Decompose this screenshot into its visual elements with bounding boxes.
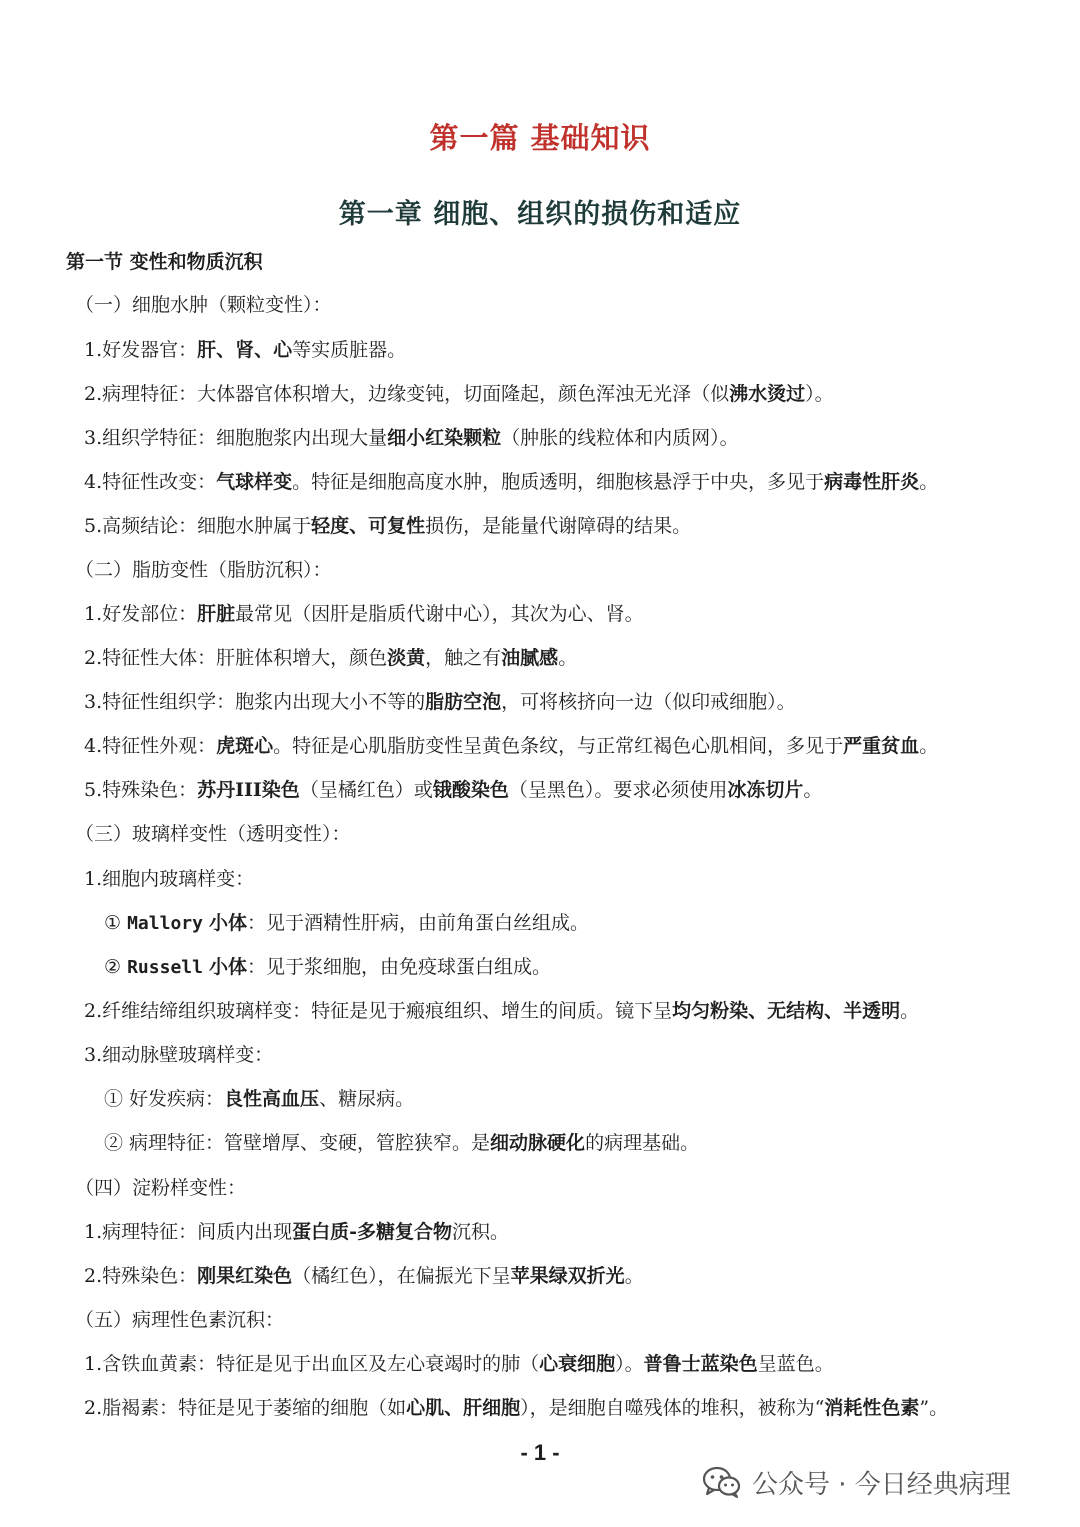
subsection-heading: （四）淀粉样变性：	[75, 1177, 247, 1199]
list-item: 2.脂褐素：特征是见于萎缩的细胞（如心肌、肝细胞），是细胞自噬残体的堆积，被称为“消耗性色素”。	[84, 1397, 949, 1419]
list-item: 5.特殊染色：苏丹III染色（呈橘红色）或锇酸染色（呈黑色）。要求必须使用冰冻切片。	[84, 779, 823, 801]
list-item: 2.特殊染色：刚果红染色（橘红色），在偏振光下呈苹果绿双折光。	[84, 1265, 644, 1287]
list-item: 2.纤维结缔组织玻璃样变：特征是见于瘢痕组织、增生的间质。镜下呈均匀粉染、无结构、半透明。	[84, 1000, 920, 1022]
list-item: 4.特征性外观：虎斑心。特征是心肌脂肪变性呈黄色条纹，与正常红褐色心肌相间，多见于严重贫血。	[84, 735, 939, 757]
list-item: 4.特征性改变：气球样变。特征是细胞高度水肿，胞质透明，细胞核悬浮于中央，多见于病毒性肝炎。	[84, 471, 939, 493]
subsection-heading: （二）脂肪变性（脂肪沉积）：	[75, 559, 332, 581]
list-item: 1.含铁血黄素：特征是见于出血区及左心衰竭时的肺（心衰细胞）。普鲁士蓝染色呈蓝色。	[84, 1353, 834, 1375]
watermark	[702, 1462, 1011, 1502]
subsection-heading: （三）玻璃样变性（透明变性）：	[75, 823, 351, 845]
list-item: 3.组织学特征：细胞胞浆内出现大量细小红染颗粒（肿胀的线粒体和内质网）。	[84, 427, 739, 449]
sub-list-item: ① 好发疾病：良性高血压、糖尿病。	[104, 1088, 415, 1110]
list-item: 5.高频结论：细胞水肿属于轻度、可复性损伤，是能量代谢障碍的结果。	[84, 515, 692, 537]
sub-list-item: ① Mallory 小体：见于酒精性肝病，由前角蛋白丝组成。	[104, 912, 590, 934]
list-item: 1.病理特征：间质内出现蛋白质-多糖复合物沉积。	[84, 1221, 510, 1243]
list-item: 3.细动脉壁玻璃样变：	[84, 1044, 274, 1066]
sub-list-item: ② Russell 小体：见于浆细胞，由免疫球蛋白组成。	[104, 956, 552, 978]
list-item: 2.特征性大体：肝脏体积增大，颜色淡黄，触之有油腻感。	[84, 647, 578, 669]
part-title: 第一篇 基础知识	[429, 121, 651, 155]
list-item: 1.好发部位：肝脏最常见（因肝是脂质代谢中心），其次为心、肾。	[84, 603, 644, 625]
sub-list-item: ② 病理特征：管壁增厚、变硬，管腔狭窄。是细动脉硬化的病理基础。	[104, 1132, 700, 1154]
list-item: 3.特征性组织学：胞浆内出现大小不等的脂肪空泡，可将核挤向一边（似印戒细胞）。	[84, 691, 796, 713]
section-title: 第一节 变性和物质沉积	[66, 251, 263, 273]
subsection-heading: （一）细胞水肿（颗粒变性）：	[75, 294, 332, 316]
wechat-icon	[702, 1465, 742, 1499]
list-item: 1.细胞内玻璃样变：	[84, 868, 255, 890]
subsection-heading: （五）病理性色素沉积：	[75, 1309, 285, 1331]
watermark-text: 公众号 · 今日经典病理	[752, 1469, 1011, 1500]
chapter-title: 第一章 细胞、组织的损伤和适应	[338, 199, 742, 230]
list-item: 1.好发器官：肝、肾、心等实质脏器。	[84, 339, 407, 361]
list-item: 2.病理特征：大体器官体积增大，边缘变钝，切面隆起，颜色浑浊无光泽（似沸水烫过）。	[84, 383, 834, 405]
page-number: - 1 -	[520, 1440, 560, 1465]
